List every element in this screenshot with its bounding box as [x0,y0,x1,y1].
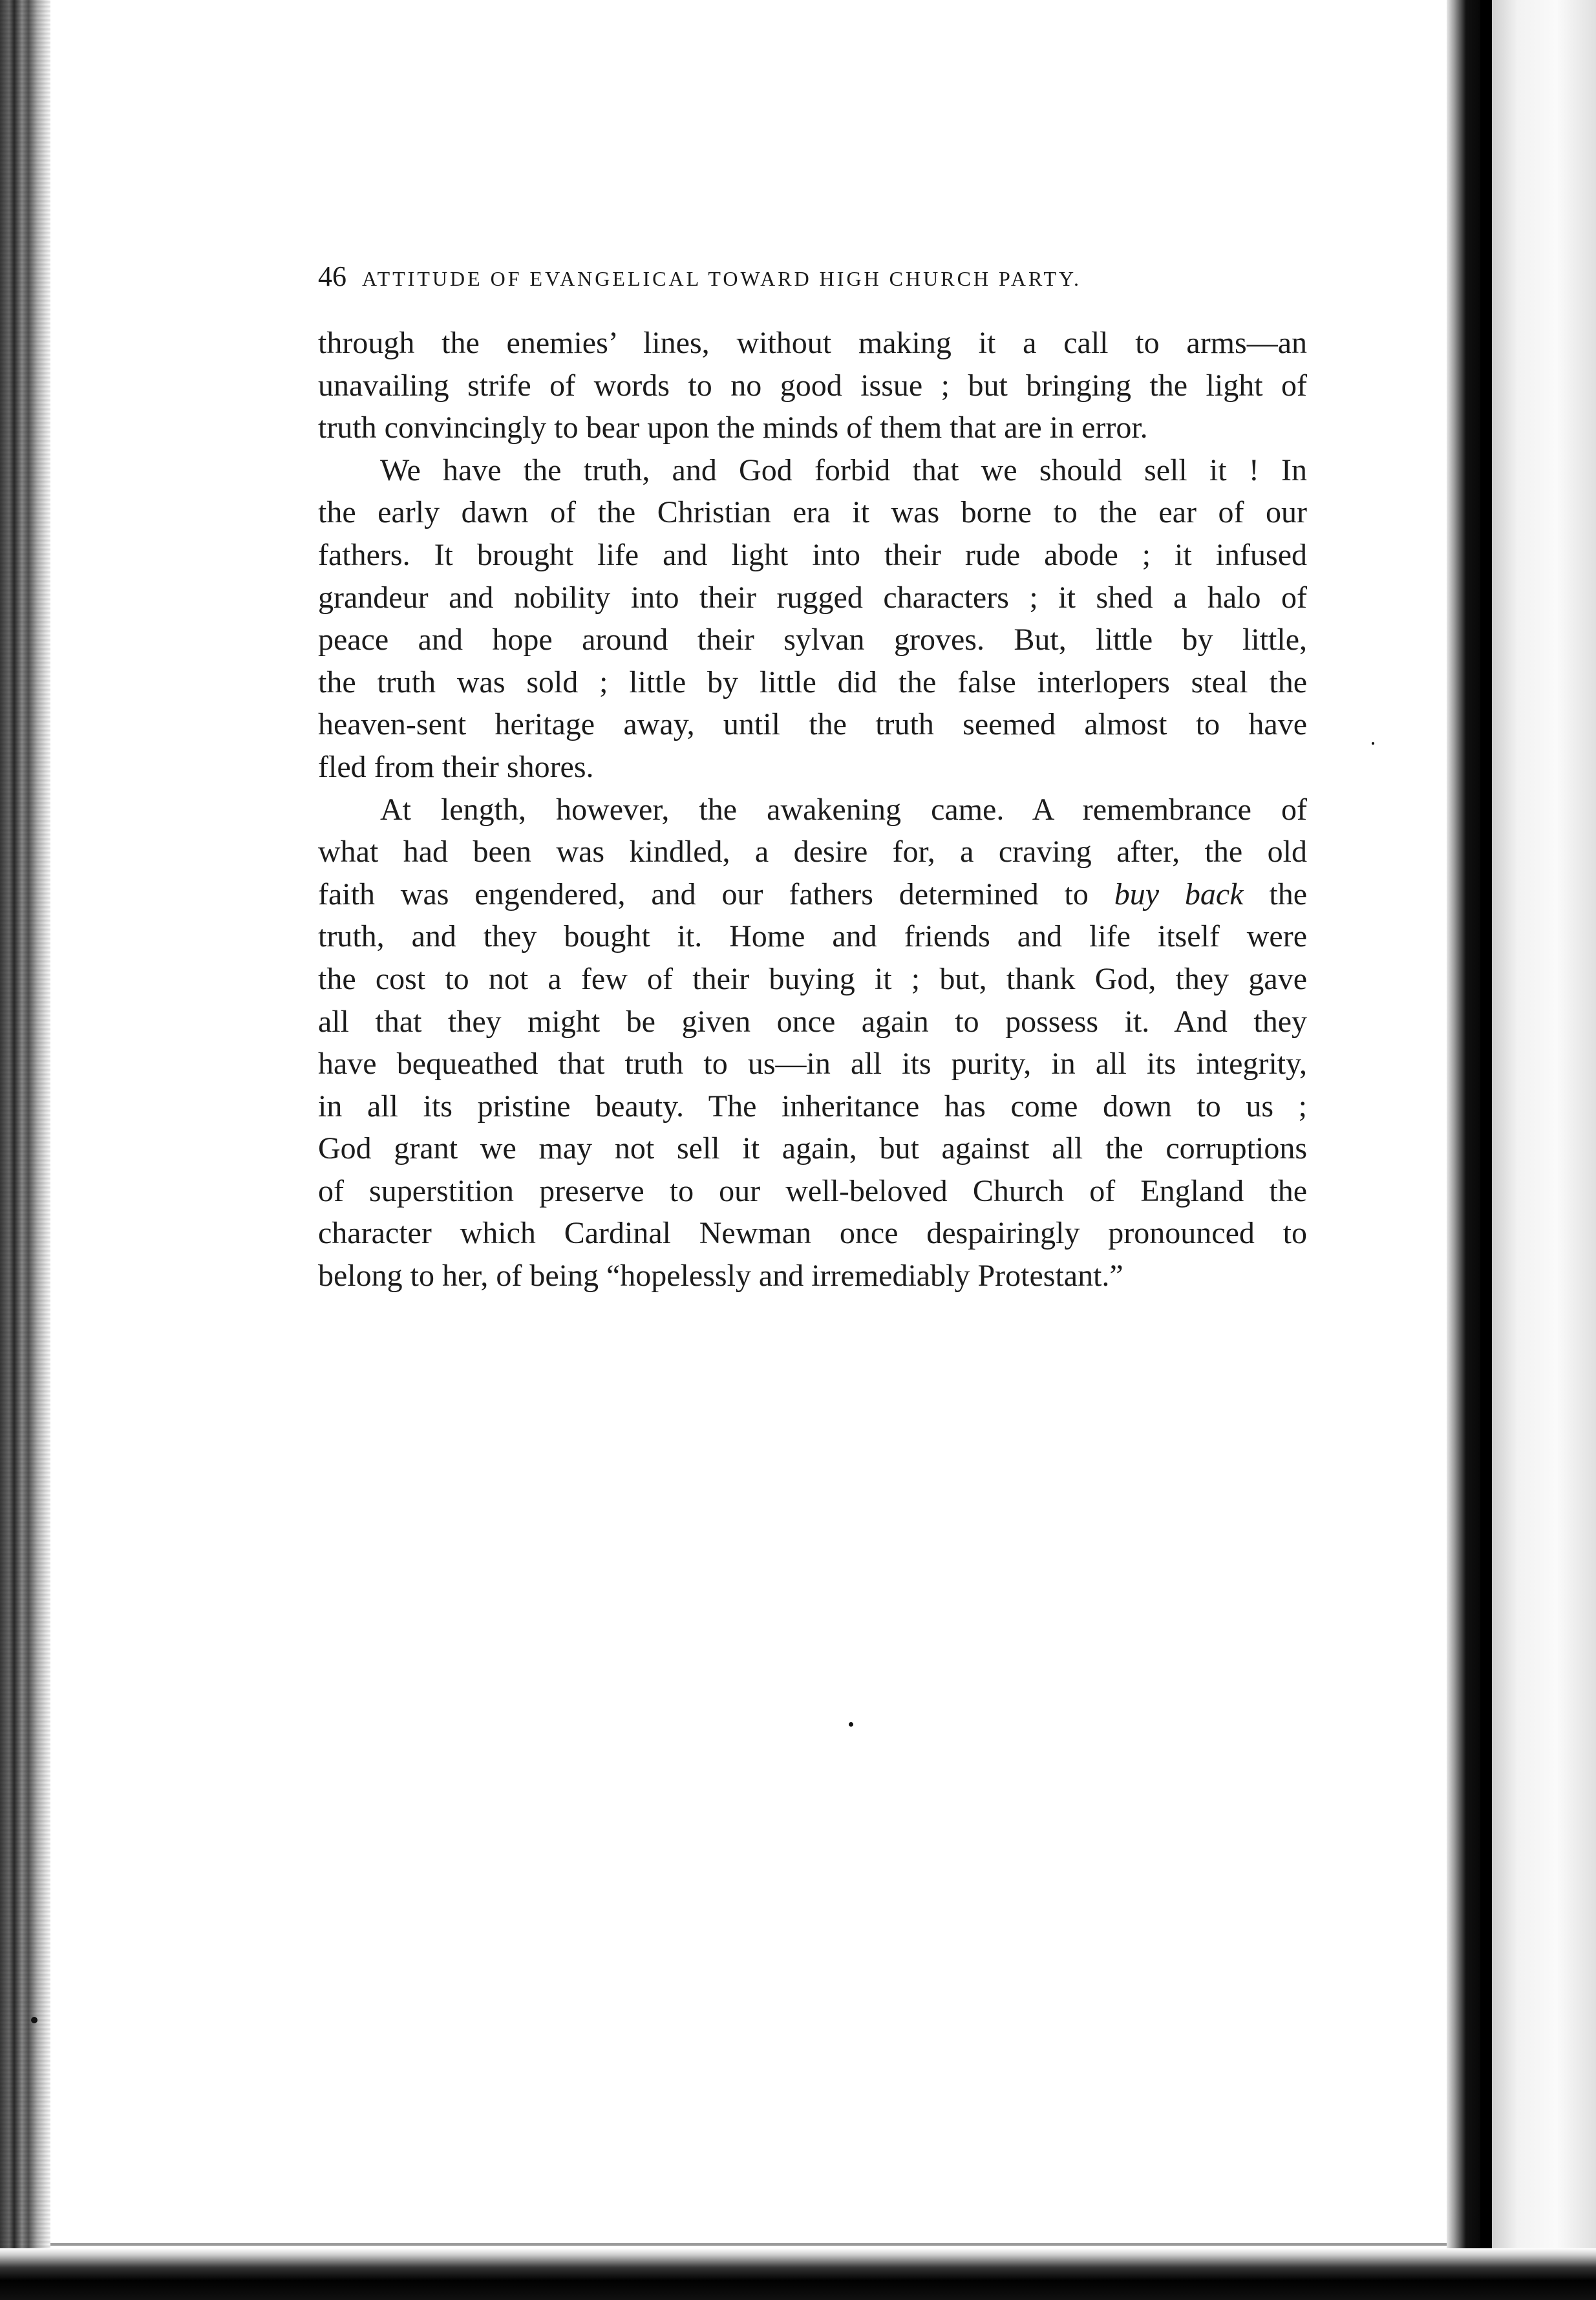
gutter-shadow [1480,0,1493,2300]
facing-page-strip [1492,0,1596,2300]
italic-phrase: buy back [1114,877,1244,911]
text-line-end: the [1243,877,1307,911]
text-line: fathers. It brought life and light into their rude abode ; it infused [318,537,1307,572]
text-line: fled from their shores. [318,749,594,784]
page-bottom-edge [0,2248,1596,2300]
scan-speck [849,1722,853,1727]
scan-speck [31,2017,37,2023]
book-binding-edge [0,0,50,2300]
text-line: the truth was sold ; little by little did the false interlopers steal the [318,665,1307,699]
text-line: unavailing strife of words to no good issue ; but bringing the light of [318,368,1307,403]
scan-speck [1372,742,1374,745]
text-line-start: faith was engendered, and our fathers determined to [318,877,1114,911]
text-line: of superstition preserve to our well-beloved Church of England the [318,1173,1307,1208]
text-line: We have the truth, and God forbid that we should sell it ! In [380,453,1307,487]
text-line: the early dawn of the Christian era it was borne to the ear of our [318,495,1307,530]
page-bottom-line [50,2243,1447,2246]
page-number: 46 [318,261,346,292]
text-line: truth convincingly to bear upon the minds of them that are in error. [318,410,1148,445]
text-line: God grant we may not sell it again, but against all the corruptions [318,1131,1307,1166]
text-line: belong to her, of being “hopelessly and irremediably Protestant.” [318,1259,1123,1294]
text-line: truth, and they bought it. Home and friends and life itself were [318,919,1307,954]
page-header [318,260,1307,299]
text-line: have bequeathed that truth to us—in all its purity, in all its integrity, [318,1047,1307,1081]
text-line: character which Cardinal Newman once despairingly pronounced to [318,1216,1307,1251]
text-line: grandeur and nobility into their rugged characters ; it shed a halo of [318,580,1307,615]
text-line: At length, however, the awakening came. A remembrance of [380,792,1307,827]
running-title: ATTITUDE OF EVANGELICAL TOWARD HIGH CHURCH PARTY. [362,267,1081,290]
body-text [318,322,1307,1297]
text-line: all that they might be given once again to possess it. And they [318,1004,1307,1039]
text-line: what had been was kindled, a desire for, a craving after, the old [318,835,1307,869]
text-line: the cost to not a few of their buying it ; but, thank God, they gave [318,961,1307,996]
text-line: peace and hope around their sylvan groves. But, little by little, [318,623,1307,657]
text-line-with-emphasis [318,873,1307,916]
text-line: heaven-sent heritage away, until the truth seemed almost to have [318,707,1307,742]
text-line: in all its pristine beauty. The inheritance has come down to us ; [318,1089,1307,1123]
text-line: through the enemies’ lines, without making it a call to arms—an [318,326,1307,360]
